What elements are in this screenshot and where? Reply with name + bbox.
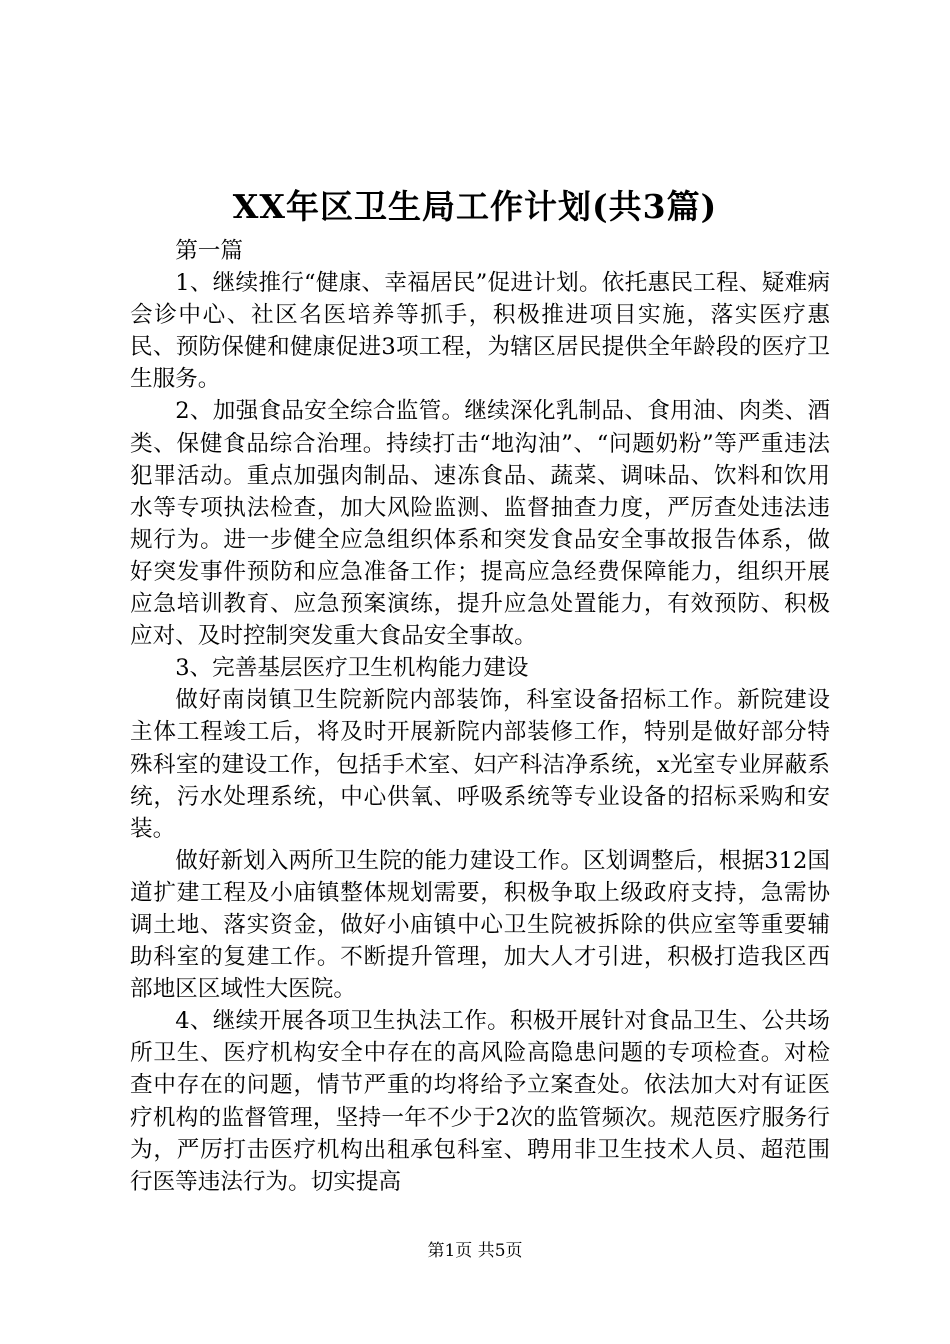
section-heading: 第一篇 bbox=[175, 238, 243, 264]
page-footer: 第1页 共5页 bbox=[427, 1241, 523, 1261]
paragraph-1: 1、继续推行“健康、幸福居民”促进计划。依托惠民工程、疑难病会诊中心、社区名医培养等抓手，积极推进项目实施，落实医疗惠民、预防保健和健康促进3项工程，为辖区居民提供全年龄段的医疗卫生服务。 bbox=[130, 270, 830, 393]
paragraph-5: 做好新划入两所卫生院的能力建设工作。区划调整后，根据312国道扩建工程及小庙镇整体规划需要，积极争取上级政府支持，急需协调土地、落实资金，做好小庙镇中心卫生院被拆除的供应室等重要辅助科室的复建工作。不断提升管理，加大人才引进，积极打造我区西部地区区域性大医院。 bbox=[130, 847, 830, 1003]
document-body bbox=[130, 235, 830, 1198]
paragraph-6: 4、继续开展各项卫生执法工作。积极开展针对食品卫生、公共场所卫生、医疗机构安全中存在的高风险高隐患问题的专项检查。对检查中存在的问题，情节严重的均将给予立案查处。依法加大对有证医疗机构的监督管理，坚持一年不少于2次的监管频次。规范医疗服务行为，严厉打击医疗机构出租承包科室、聘用非卫生技术人员、超范围行医等违法行为。切实提高 bbox=[130, 1008, 830, 1195]
paragraph-4: 做好南岗镇卫生院新院内部装饰，科室设备招标工作。新院建设主体工程竣工后，将及时开展新院内部装修工作，特别是做好部分特殊科室的建设工作，包括手术室、妇产科洁净系统，x光室专业屏蔽系统，污水处理系统，中心供氧、呼吸系统等专业设备的招标采购和安装。 bbox=[130, 687, 830, 842]
document-title: XX年区卫生局工作计划(共3篇) bbox=[232, 187, 718, 226]
paragraph-2: 2、加强食品安全综合监管。继续深化乳制品、食用油、肉类、酒类、保健食品综合治理。持续打击“地沟油”、“问题奶粉”等严重违法犯罪活动。重点加强肉制品、速冻食品、蔬菜、调味品、饮料和饮用水等专项执法检查，加大风险监测、监督抽查力度，严厉查处违法违规行为。进一步健全应急组织体系和突发食品安全事故报告体系，做好突发事件预防和应急准备工作；提高应急经费保障能力，组织开展应急培训教育、应急预案演练，提升应急处置能力，有效预防、积极应对、及时控制突发重大食品安全事故。 bbox=[130, 398, 830, 650]
paragraph-3-heading: 3、完善基层医疗卫生机构能力建设 bbox=[175, 655, 529, 682]
